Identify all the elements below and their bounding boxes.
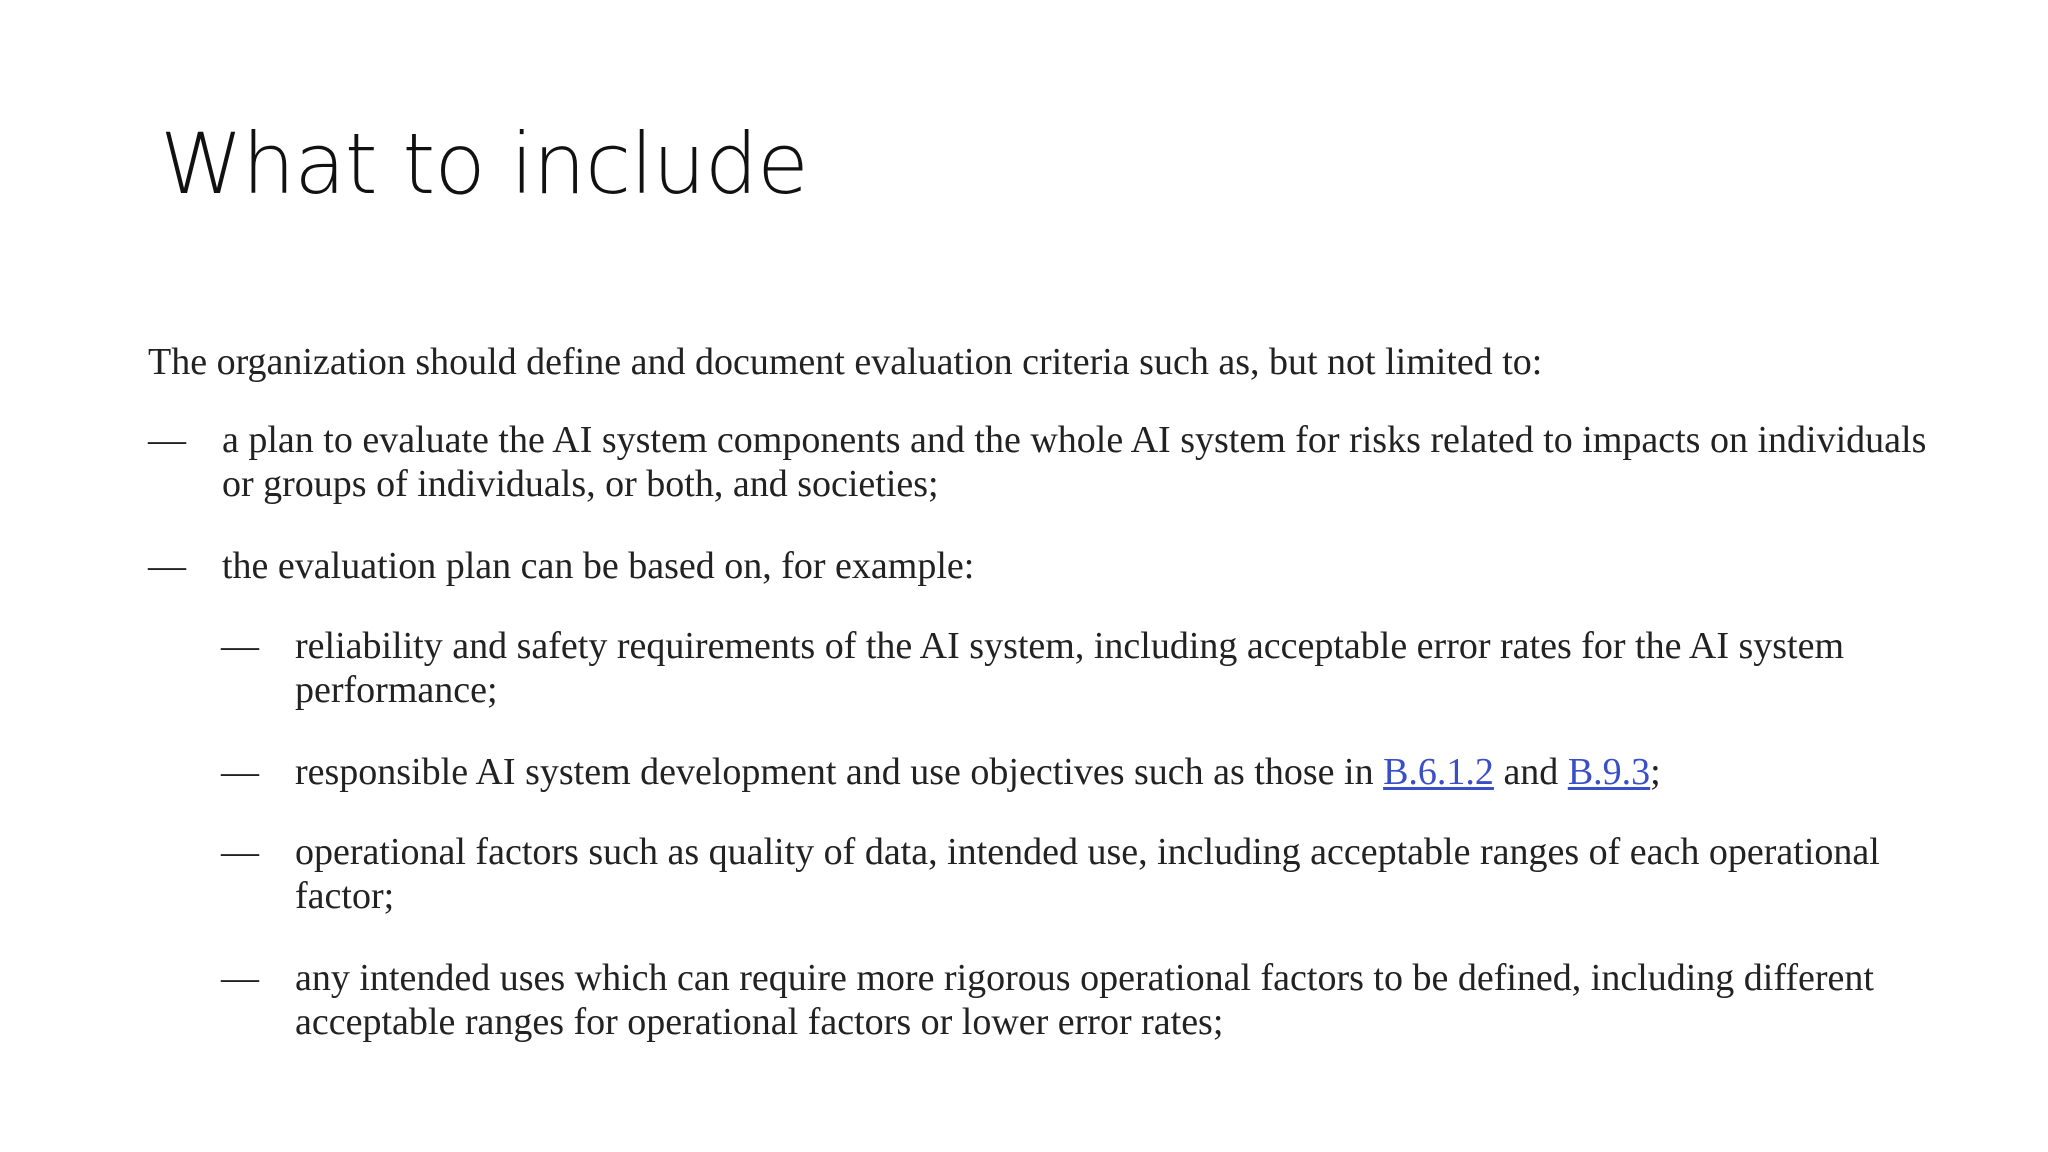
text-after-links: ; — [1650, 751, 1661, 793]
slide-body — [148, 340, 1948, 1044]
em-dash-bullet: — — [221, 957, 259, 999]
sub-list-item — [221, 956, 1921, 1044]
em-dash-bullet: — — [221, 751, 259, 793]
em-dash-bullet: — — [148, 545, 186, 587]
sub-list-item-text: any intended uses which can require more rigorous operational factors to be defined, including different acceptable ranges for operational factors or lower error rates; — [295, 957, 1874, 1043]
em-dash-bullet: — — [221, 831, 259, 873]
link-b-6-1-2[interactable]: B.6.1.2 — [1383, 751, 1494, 793]
text-between-links: and — [1493, 751, 1568, 793]
sub-list-item — [221, 830, 1921, 918]
sub-list-item — [221, 750, 1921, 794]
intro-paragraph: The organization should define and document evaluation criteria such as, but not limited to: — [148, 341, 1543, 383]
em-dash-bullet: — — [148, 419, 186, 461]
sub-list-item-text: operational factors such as quality of data, intended use, including acceptable ranges of each operational factor; — [295, 831, 1880, 917]
list-item — [148, 418, 1928, 506]
list-item — [148, 544, 1928, 588]
sub-list-item — [221, 624, 1921, 712]
text-before-links: responsible AI system development and use objectives such as those in — [295, 751, 1384, 793]
sub-list-item-text: reliability and safety requirements of the AI system, including acceptable error rates for the AI system performance; — [295, 625, 1845, 711]
list-item-text: the evaluation plan can be based on, for example: — [222, 545, 975, 587]
link-b-9-3[interactable]: B.9.3 — [1567, 751, 1651, 793]
slide-title: What to include — [160, 115, 808, 213]
sub-list-item-text — [295, 750, 1921, 794]
list-item-text: a plan to evaluate the AI system components and the whole AI system for risks related to impacts on individuals or groups of individuals, or both, and societies; — [222, 419, 1927, 505]
em-dash-bullet: — — [221, 625, 259, 667]
